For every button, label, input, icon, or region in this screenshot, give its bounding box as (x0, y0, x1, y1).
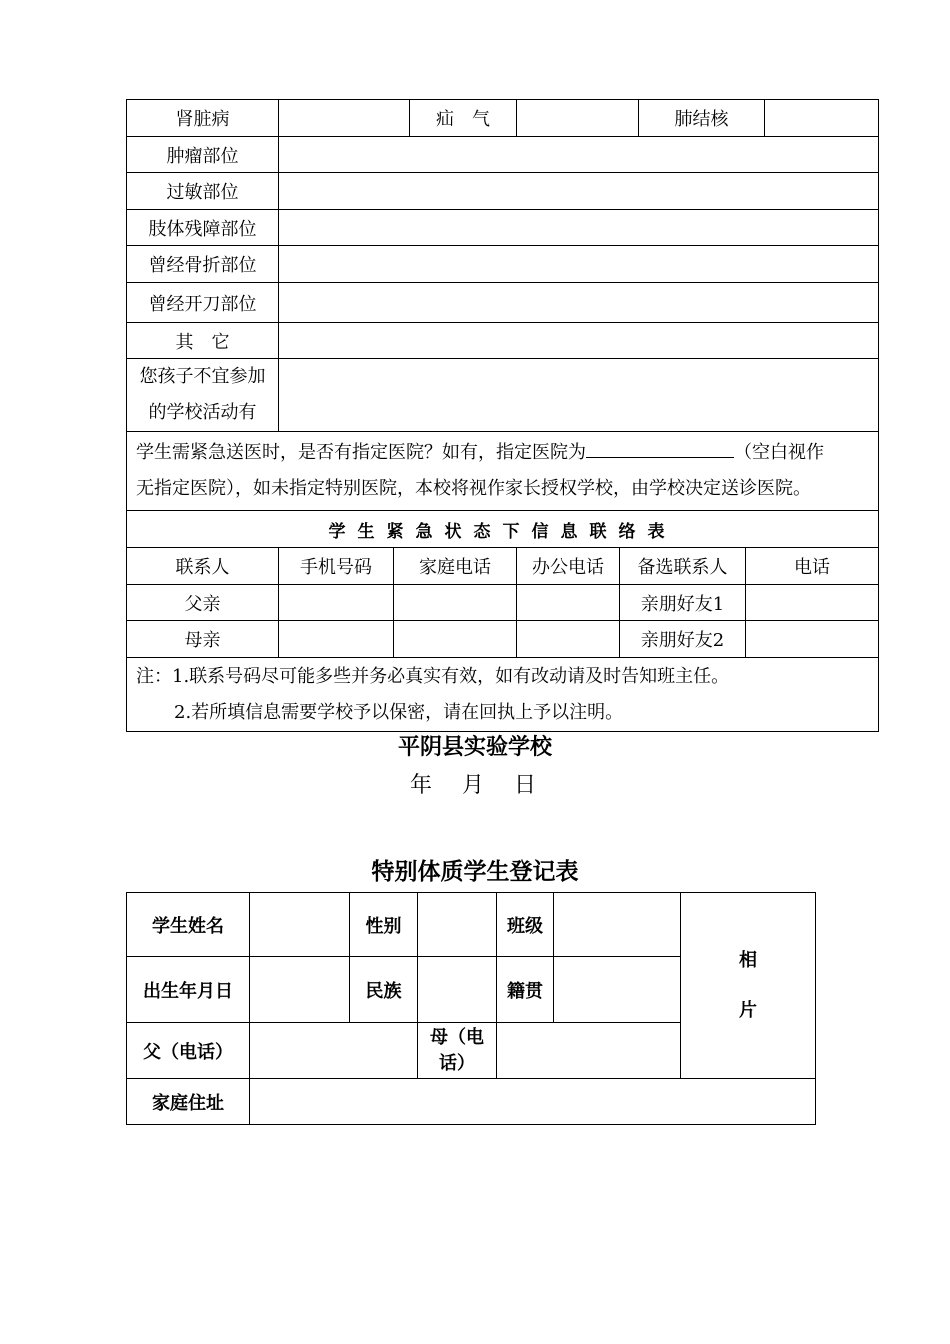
photo-label-1: 相 (739, 949, 757, 971)
contact-table-title: 学生紧急状态下信息联络表 (127, 511, 879, 548)
label-kidney: 肾脏病 (127, 100, 279, 137)
label-unsuitable-line2: 的学校活动有 (148, 402, 257, 423)
label-tb: 肺结核 (639, 100, 765, 137)
mother-office-phone[interactable] (517, 621, 620, 658)
field-birth-date[interactable] (250, 957, 350, 1023)
photo-box[interactable] (681, 893, 816, 1079)
contact-notes (127, 658, 879, 732)
label-gender: 性别 (350, 893, 418, 957)
father-home-phone[interactable] (394, 585, 517, 621)
label-ethnicity: 民族 (350, 957, 418, 1023)
registration-table (126, 892, 816, 1125)
mother-mobile[interactable] (279, 621, 394, 658)
photo-label-2: 片 (739, 999, 757, 1021)
label-fracture: 曾经骨折部位 (127, 246, 279, 283)
form2-title: 特别体质学生登记表 (371, 859, 579, 885)
mother-home-phone[interactable] (394, 621, 517, 658)
field-hernia[interactable] (517, 100, 639, 137)
header-mobile: 手机号码 (279, 548, 394, 585)
contact-note-1: 注：1.联系号码尽可能多些并务必真实有效，如有改动请及时告知班主任。 (136, 665, 730, 687)
label-disability: 肢体残障部位 (127, 210, 279, 246)
field-surgery[interactable] (279, 283, 879, 323)
alt-contact-2-phone[interactable] (746, 621, 879, 658)
label-tumor: 肿瘤部位 (127, 137, 279, 173)
hospital-note-part2: （空白视作 (734, 442, 824, 463)
label-other: 其 它 (127, 323, 279, 359)
contact-mother: 母亲 (127, 621, 279, 658)
alt-contact-2: 亲朋好友2 (620, 621, 746, 658)
date-line: 年 月 日 (409, 773, 540, 798)
field-native-place[interactable] (554, 957, 681, 1023)
label-father-phone: 父（电话） (127, 1023, 250, 1079)
father-office-phone[interactable] (517, 585, 620, 621)
hospital-note (127, 432, 879, 511)
field-other[interactable] (279, 323, 879, 359)
field-father-phone[interactable] (250, 1023, 418, 1079)
school-name: 平阴县实验学校 (397, 735, 552, 760)
label-allergy: 过敏部位 (127, 173, 279, 210)
field-disability[interactable] (279, 210, 879, 246)
field-mother-phone[interactable] (497, 1023, 681, 1079)
alt-contact-1: 亲朋好友1 (620, 585, 746, 621)
field-gender[interactable] (418, 893, 497, 957)
field-fracture[interactable] (279, 246, 879, 283)
contact-father: 父亲 (127, 585, 279, 621)
label-unsuitable (127, 359, 279, 432)
hospital-note-line2: 无指定医院），如未指定特别医院，本校将视作家长授权学校，由学校决定送诊医院。 (136, 478, 811, 499)
health-contact-table (126, 99, 879, 732)
hospital-note-part1: 学生需紧急送医时，是否有指定医院？如有，指定医院为 (136, 442, 586, 463)
label-home-address: 家庭住址 (127, 1079, 250, 1125)
label-mother-phone (418, 1023, 497, 1079)
header-alt-contact: 备选联系人 (620, 548, 746, 585)
header-home-phone: 家庭电话 (394, 548, 517, 585)
label-student-name: 学生姓名 (127, 893, 250, 957)
label-mother-phone-1: 母（电 (430, 1026, 484, 1048)
field-allergy[interactable] (279, 173, 879, 210)
field-class[interactable] (554, 893, 681, 957)
field-tumor[interactable] (279, 137, 879, 173)
field-ethnicity[interactable] (418, 957, 497, 1023)
header-office-phone: 办公电话 (517, 548, 620, 585)
header-phone: 电话 (746, 548, 879, 585)
contact-note-2: 2.若所填信息需要学校予以保密，请在回执上予以注明。 (174, 701, 624, 723)
label-native-place: 籍贯 (497, 957, 554, 1023)
label-unsuitable-line1: 您孩子不宜参加 (139, 366, 266, 387)
label-class: 班级 (497, 893, 554, 957)
label-birth-date: 出生年月日 (127, 957, 250, 1023)
label-hernia: 疝 气 (410, 100, 517, 137)
field-tb[interactable] (765, 100, 879, 137)
alt-contact-1-phone[interactable] (746, 585, 879, 621)
field-home-address[interactable] (250, 1079, 816, 1125)
label-surgery: 曾经开刀部位 (127, 283, 279, 323)
father-mobile[interactable] (279, 585, 394, 621)
field-student-name[interactable] (250, 893, 350, 957)
label-mother-phone-2: 话） (439, 1052, 475, 1074)
hospital-blank[interactable] (586, 439, 734, 458)
field-unsuitable[interactable] (279, 359, 879, 432)
field-kidney[interactable] (279, 100, 410, 137)
header-contact-person: 联系人 (127, 548, 279, 585)
